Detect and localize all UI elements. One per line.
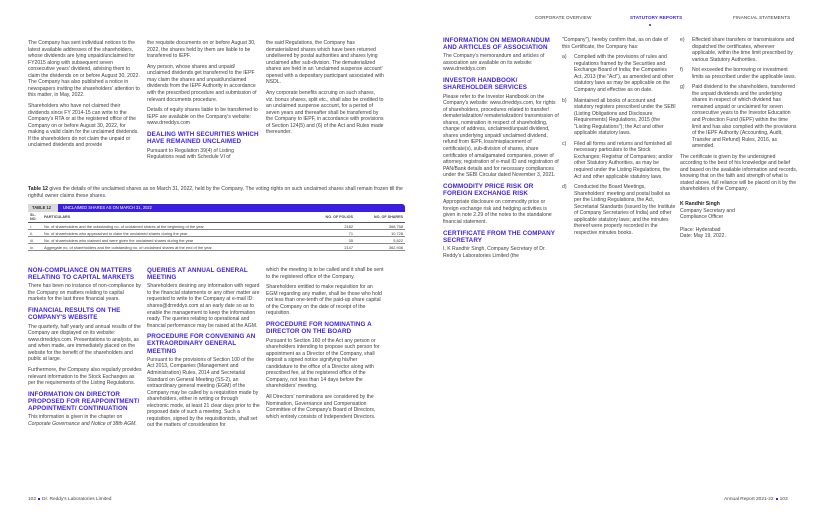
left-column-2-bottom	[147, 267, 261, 433]
list-text: Not exceeded the borrowing or investment limits as prescribed under the applicable laws.	[692, 67, 796, 80]
cell-shares: 5,822	[355, 237, 405, 244]
table-row	[28, 223, 405, 230]
table-title: UNCLAIMED SHARES AS ON MARCH 31, 2022	[58, 204, 405, 212]
right-column-3	[680, 37, 798, 240]
list-text: Filed all forms and returns and furnished all necessary particulars to the Stock Exchanges; Registrar of Companies; and/or other Statutory Authorities, as may be required under the Listing Regulations, the Act and other applicable statutory laws.	[574, 140, 673, 180]
list-item	[562, 98, 676, 137]
section-heading: INVESTOR HANDBOOK/ SHAREHOLDER SERVICES	[443, 77, 528, 92]
left-column-1-bottom	[28, 267, 142, 432]
list-text: Effected share transfers or transmissions and dispatched the certificates, wherever applicable, within the time limit prescribed by various Statutory Authorities.	[692, 37, 795, 63]
intro-text: gives the details of the unclaimed shares as on March 31, 2022, held by the Company. The voting rights on such unclaimed shares shall remain frozen till the rightful owner claims these shares.	[28, 186, 403, 199]
paragraph: the said Regulations, the Company has dematerialized shares which have been returned undelivered by postal authorities and shares lying unclaimed after sub-division. The dematerialized shares are held in an 'unclaimed suspense account' opened with a depositary participant associated with NSDL.	[266, 40, 384, 86]
company-name: Dr. Reddy's Laboratories Limited	[42, 497, 112, 502]
right-column-2	[562, 37, 676, 241]
nav-financial-statements[interactable]: FINANCIAL STATEMENTS	[733, 15, 791, 20]
list-item	[562, 184, 676, 236]
table-row	[28, 230, 405, 237]
cell-shares: 362,936	[355, 244, 405, 251]
table-header-row	[28, 212, 405, 223]
page-number-left: 102	[28, 497, 37, 502]
left-column-2-top	[147, 40, 259, 165]
emphasis-text: Corporate Governance and Notice of 38th AGM.	[28, 420, 137, 427]
column-header-shares: NO. OF SHARES	[355, 212, 405, 223]
table-12-header	[28, 204, 405, 212]
paragraph: Shareholders who have not claimed their dividends since FY 2014-15 can write to the Company's RTA or at the registered office of the Company on or before August 30, 2022, for making a valid claim for the unclaimed dividends. If the shareholders do not claim the unpaid or unclaimed dividends and provide	[28, 103, 139, 149]
cell-folios: 2182	[305, 223, 355, 230]
paragraph: Any person, whose shares and unpaid/ unclaimed dividends get transferred to the IEPF may claim the shares and unpaid/unclaimed dividends from the IEPF Authority in accordance with the prescribed procedure and submission of relevant documents procedure.	[147, 63, 257, 103]
nav-corporate-overview[interactable]: CORPORATE OVERVIEW	[535, 15, 592, 20]
cell-folios: 35	[305, 237, 355, 244]
column-header-particulars: PARTICULARS	[42, 212, 305, 223]
list-marker: d)	[562, 184, 567, 191]
page-number-right: 103	[779, 497, 788, 502]
list-text: Conducted the Board Meetings, Shareholders' meeting and postal ballot as per the Listing Regulations, the Act, Secretarial Standards (issued by the Institute of Company Secretaries of India) and other applicable statutory laws; and the minutes thereof were properly recorded in the respective minutes books.	[574, 184, 676, 236]
text: This information is given in the chapter on	[28, 414, 123, 421]
cell-folios: 71	[305, 230, 355, 237]
list-item	[562, 141, 676, 180]
place: Place: Hyderabad	[680, 226, 721, 233]
cell-particulars: Aggregate no. of shareholders and the outstanding no. of unclaimed shares at the end of the year	[42, 244, 305, 251]
paragraph	[28, 414, 142, 427]
designation-line-2: Compliance Officer	[680, 214, 724, 221]
section-heading: INFORMATION ON DIRECTOR PROPOSED FOR REAPPOINTMENT/ APPOINTMENT/ CONTINUATION	[28, 390, 140, 413]
table-intro	[28, 186, 408, 199]
paragraph: "Company"), hereby confirm that, as on date of this Certificate, the Company has:	[562, 37, 668, 50]
list-marker: a)	[562, 54, 567, 61]
paragraph: Furthermore, the Company also regularly provides relevant information to the Stock Exchanges as per the requirements of the Listing Regulations.	[28, 367, 142, 387]
paragraph: Details of equity shares liable to be transferred to IEPF are available on the Company's website: www.drreddys.com	[147, 107, 258, 127]
section-heading: FINANCIAL RESULTS ON THE COMPANY'S WEBSITE	[28, 307, 121, 322]
paragraph: Pursuant to the provisions of Section 100 of the Act 2013, Companies (Management and Administration) Rules, 2014 and Secretarial Standard on General Meeting (SS-2), an extraordinary general meeting (EGM) of the Company may be called by a requisition made by shareholders, either in writing or through electronic mode, at least 21 clear days prior to the proposed date of such a meeting. Such a requisition, signed by the requisitionists, shall set out the matters of consideration for	[147, 356, 260, 429]
date: Date: May 19, 2022.	[680, 233, 726, 240]
signatory-name: K Randhir Singh	[680, 201, 720, 208]
cell-shares: 10,728	[355, 230, 405, 237]
right-column-1	[443, 37, 559, 263]
list-item	[562, 54, 676, 93]
bullet-icon	[38, 498, 40, 500]
paragraph: There has been no instance of non-compliance by the Company on matters relating to capital markets for the last three financial years.	[28, 283, 141, 303]
cell-folios: 2147	[305, 244, 355, 251]
designation-line-1: Company Secretary and	[680, 207, 735, 214]
top-navigation	[535, 15, 815, 29]
active-indicator-dot	[649, 24, 651, 26]
paragraph: Shareholders desiring any information with regard to the financial statements or any other matter are requested to write to the Company at e-mail ID: shares@drreddys.com at an early date so as to enable the management to keep the information ready. The queries relating to operational and financial performance may be raised at the AGM.	[147, 283, 260, 329]
left-column-3-bottom	[266, 267, 384, 425]
list-marker: b)	[562, 97, 567, 104]
left-column-1-top	[28, 40, 140, 153]
paragraph: The quarterly, half yearly and annual results of the Company are displayed on its website: www.drreddys.com. Presentations to analysts, as and when made, are immediately placed on the website for the benefit of the shareholders and public at large.	[28, 323, 141, 363]
paragraph: which the meeting is to be called and it shall be sent to the registered office of the Company.	[266, 267, 384, 280]
section-heading: PROCEDURE FOR CONVENING AN EXTRAORDINARY GENERAL MEETING	[147, 333, 256, 355]
footer-left	[28, 497, 111, 502]
column-header-folios: NO. OF FOLIOS	[305, 212, 355, 223]
report-name: Annual Report 2021-22	[724, 497, 774, 502]
cell-particulars: No. of shareholders who claimed and were given the unclaimed shares during the year	[42, 237, 305, 244]
section-heading: DEALING WITH SECURITIES WHICH HAVE REMAINED UNCLAIMED	[147, 131, 259, 146]
list-marker: f)	[680, 67, 684, 74]
list-marker: g)	[680, 84, 685, 91]
column-header-sl-no: SL. NO.	[28, 212, 42, 223]
paragraph: The certificate is given by the undersigned according to the best of his knowledge and belief and based on the available information and records, knowing that on the faith and strength of what is stated above, full reliance will be placed on it by the shareholders of the Company.	[680, 153, 798, 193]
paragraph: Any corporate benefits accruing on such shares, viz. bonus shares, split etc., shall also be credited to an unclaimed suspense account, for a period of seven years and thereafter shall be transferred by the Company to IEPF, in accordance with provisions of Section 124(5) and (6) of the Act and Rules made thereunder.	[266, 90, 384, 136]
section-heading: PROCEDURE FOR NOMINATING A DIRECTOR ON THE BOARD	[266, 321, 372, 336]
paragraph: the requisite documents on or before August 30, 2022, the shares held by them are liable to be transferred to IEPF.	[147, 40, 256, 60]
paragraph: Please refer to the Investor Handbook on the Company's website: www.drreddys.com, for rights of shareholders, procedures related to transfer/ dematerialization/ rematerialization/ transmission of shares, nomination in respect of shareholding, change of address, unclaimed/unpaid dividend, shares underlying unpaid/ unclaimed dividend, refund from IEPF, loss/misplacement of certificate(s), sub-division of shares, share certificates of amalgamated companies, power of attorney, registration of e-mail ID and registration of PAN/Bank details and for necessary compliances under the SEBI Circular dated November 3, 2021.	[443, 93, 559, 179]
paragraph: The Company's memorandum and articles of association are available on its website: www.drreddys.com	[443, 53, 545, 73]
section-heading: CERTIFICATE FROM THE COMPANY SECRETARY	[443, 229, 555, 244]
table-row	[28, 237, 405, 244]
bullet-icon	[776, 498, 778, 500]
paragraph: All Directors' nominations are considered by the Nomination, Governance and Compensation Committee of the Company's Board of Directors, which entirely consists of Independent Directors.	[266, 394, 376, 420]
paragraph: Pursuant to Regulation 39(4) of Listing Regulations read with Schedule VI of	[147, 147, 234, 161]
list-item	[680, 84, 798, 149]
cell-sl: iv.	[28, 244, 42, 251]
list-item	[680, 37, 798, 63]
list-marker: e)	[680, 37, 685, 43]
nav-statutory-reports[interactable]: STATUTORY REPORTS	[630, 15, 683, 20]
list-marker: c)	[562, 140, 567, 147]
list-text: Complied with the provisions of rules and regulations framed by the Securities and Exchange Board of India; the Companies Act, 2013 (the "Act"), as amended and other statutory laws as may be applicable on the Company and effective as on date.	[574, 54, 674, 94]
list-text: Maintained all books of account and statutory registers prescribed under the SEBI (Listing Obligations and Disclosure Requirements) Regulations, 2015 (the "Listing Regulations"); the Act and other applicable statutory laws.	[574, 97, 676, 137]
cell-sl: iii.	[28, 237, 42, 244]
section-heading: NON-COMPLIANCE ON MATTERS RELATING TO CAPITAL MARKETS	[28, 267, 135, 282]
cell-particulars: No. of shareholders who approached to claim the unclaimed shares during the year	[42, 230, 305, 237]
left-column-3-top	[266, 40, 384, 140]
cell-sl: i.	[28, 223, 42, 230]
cell-sl: ii.	[28, 230, 42, 237]
paragraph: I, K Randhir Singh, Company Secretary of Dr. Reddy's Laboratories Limited (the	[443, 246, 546, 259]
table-row	[28, 244, 405, 251]
paragraph: Pursuant to Section 160 of the Act any person or shareholders intending to propose such person for appointment as a Director of the Company, shall deposit a signed notice signifying his/her candidature to the office of a Director along with prescribed fee, at the registered office of the Company, not less than 14 days before the shareholders' meeting.	[266, 337, 380, 390]
paragraph: Shareholders entitled to make requisition for an EGM regarding any matter, shall be those who hold not less than one-tenth of the paid-up share capital of the Company on the date of receipt of the requisition.	[266, 284, 382, 317]
cell-shares: 368,758	[355, 223, 405, 230]
footer-right	[724, 497, 788, 502]
table-reference: Table 12	[28, 186, 49, 192]
paragraph: The Company has sent individual notices to the latest available addresses of the shareholders, whose dividends are lying unpaid/unclaimed for FY2015 along with subsequent seven consecutive years' dividend, advising them to claim the dividends on or before August 30, 2022. The Company has also published a notice in newspapers inviting the shareholders' attention to this matter, in May, 2022.	[28, 40, 140, 99]
paragraph: Appropriate disclosure on commodity price or foreign exchange risk and hedging activities is given in note 2.29 of the notes to the standalone financial statement.	[443, 199, 552, 225]
table-12	[28, 212, 405, 251]
list-item	[680, 67, 798, 80]
section-heading: QUERIES AT ANNUAL GENERAL MEETING	[147, 267, 248, 282]
list-text: Paid dividend to the shareholders, transferred the unpaid dividends and the underlying shares in respect of which dividend has remained unpaid or unclaimed for seven consecutive years to the Investor Education and Protection Fund (IEPF) within the time limit and has also complied with the provisions of the IEPF Authority (Accounting, Audit, Transfer and Refund) Rules, 2016, as amended.	[692, 84, 797, 150]
section-heading: COMMODITY PRICE RISK OR FOREIGN EXCHANGE RISK	[443, 182, 534, 197]
cell-particulars: No. of shareholders and the outstanding no. of unclaimed shares at the beginning of the year	[42, 223, 305, 230]
section-heading: INFORMATION ON MEMORANDUM AND ARTICLES OF ASSOCIATION	[443, 37, 550, 52]
table-label: TABLE 12	[28, 204, 58, 212]
